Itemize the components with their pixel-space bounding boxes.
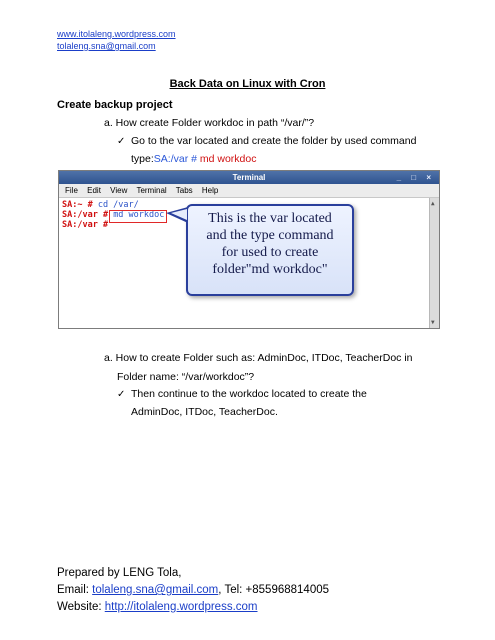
terminal-title: Terminal <box>232 173 266 182</box>
footer-website <box>57 599 258 615</box>
terminal-menubar <box>59 184 439 198</box>
footer-website-label: Website: <box>57 601 105 613</box>
callout-text <box>188 210 352 278</box>
step2-check-line <box>117 387 367 402</box>
callout-line: folder"md workdoc" <box>212 262 328 277</box>
checkmark-icon: ✓ <box>117 136 126 147</box>
checkmark-icon: ✓ <box>117 389 126 400</box>
header-website-link[interactable]: www.itolaleng.wordpress.com <box>57 29 176 39</box>
command-type-label: type: <box>131 153 154 165</box>
menu-terminal[interactable]: Terminal <box>136 186 167 195</box>
footer-tel: , Tel: +855968814005 <box>218 584 330 596</box>
command-text: md workdoc <box>199 153 257 165</box>
terminal-prompt: SA:~ # <box>62 200 98 210</box>
callout-pointer-fill <box>171 209 187 220</box>
step1-check-line <box>117 134 416 149</box>
step2-instruction: Then continue to the workdoc located to create the <box>131 388 367 400</box>
window-controls-icon[interactable]: _ □ × <box>396 173 435 182</box>
footer-prepared-by: Prepared by LENG Tola, <box>57 567 182 579</box>
menu-view[interactable]: View <box>110 186 128 195</box>
callout-line: This is the var located <box>208 211 332 226</box>
footer-contact <box>57 582 329 598</box>
header-email-link[interactable]: tolaleng.sna@gmail.com <box>57 41 156 51</box>
terminal-scrollbar[interactable] <box>429 198 439 329</box>
terminal-prompt: SA:/var # <box>62 210 114 220</box>
menu-help[interactable]: Help <box>201 186 219 195</box>
section-title: Create backup project <box>57 99 173 111</box>
menu-tabs[interactable]: Tabs <box>175 186 193 195</box>
menu-edit[interactable]: Edit <box>87 186 101 195</box>
step1-question: a. How create Folder workdoc in path “/var/”? <box>104 117 315 129</box>
command-path: SA:/var # <box>153 153 200 165</box>
terminal-command: cd /var/ <box>97 200 139 210</box>
scroll-down-icon[interactable]: ▼ <box>431 319 435 326</box>
step2-question: a. How to create Folder such as: AdminDoc, ITDoc, TeacherDoc in <box>104 352 413 364</box>
scroll-up-icon[interactable]: ▲ <box>431 200 435 207</box>
footer-email-label: Email: <box>57 584 93 596</box>
callout-line: for used to create <box>221 245 319 260</box>
step1-instruction: Go to the var located and create the folder by used command <box>131 135 417 147</box>
callout-line: and the type command <box>206 228 334 243</box>
menu-file[interactable]: File <box>65 186 78 195</box>
step2-instruction-cont: AdminDoc, ITDoc, TeacherDoc. <box>131 406 278 418</box>
footer-website-link[interactable]: http://itolaleng.wordpress.com <box>104 601 258 613</box>
step2-question-cont: Folder name: “/var/workdoc”? <box>117 371 255 383</box>
annotation-callout <box>186 204 354 296</box>
terminal-prompt: SA:/var # <box>62 220 114 230</box>
footer-email-link[interactable]: tolaleng.sna@gmail.com <box>92 584 219 596</box>
step1-command-line <box>131 152 256 166</box>
terminal-command: md workdoc <box>113 210 165 220</box>
document-title: Back Data on Linux with Cron <box>169 78 326 90</box>
command-highlight-box <box>109 210 167 223</box>
terminal-titlebar <box>59 171 439 184</box>
